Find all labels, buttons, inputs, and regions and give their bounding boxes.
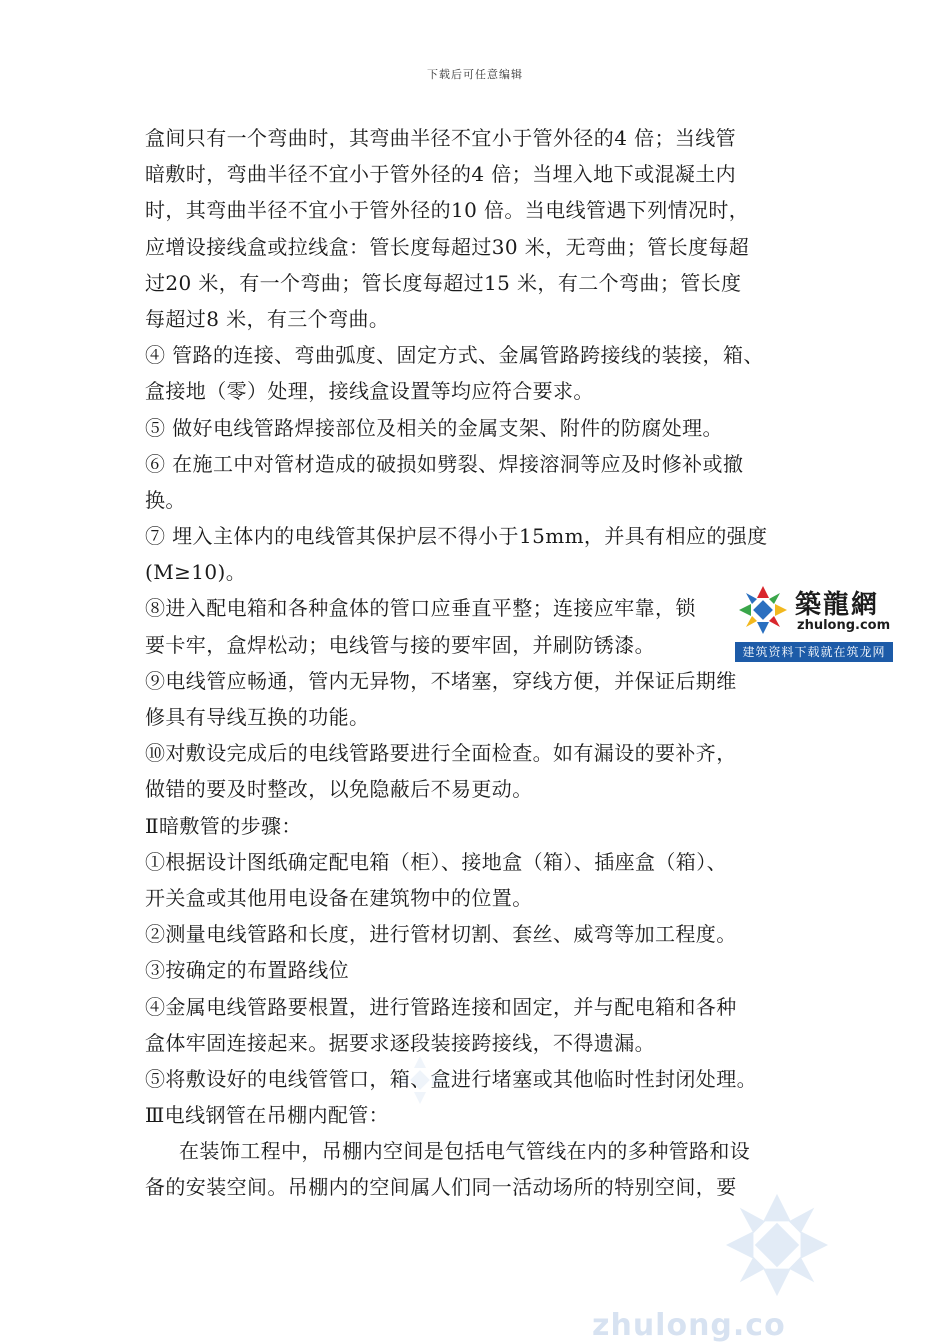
body-line: 暗敷时，弯曲半径不宜小于管外径的4 倍；当埋入地下或混凝土内 [145, 162, 737, 187]
list-item-10: ⑩对敷设完成后的电线管路要进行全面检查。如有漏设的要补齐， [145, 741, 737, 766]
body-line: 开关盒或其他用电设备在建筑物中的位置。 [145, 885, 533, 910]
badge-domain: zhulong.com [797, 618, 891, 633]
body-line: 盒间只有一个弯曲时，其弯曲半径不宜小于管外径的4 倍；当线管 [145, 126, 737, 150]
list-item-6: ⑥ 在施工中对管材造成的破损如劈裂、焊接溶洞等应及时修补或撤 [145, 451, 744, 476]
body-line: 修具有导线互换的功能。 [145, 705, 370, 729]
body-line: 备的安装空间。吊棚内的空间属人们同一活动场所的特别空间，要 [145, 1175, 737, 1200]
watermark-logo-icon [722, 1190, 832, 1300]
body-line: 每超过8 米，有三个弯曲。 [145, 306, 390, 331]
list-item-8: ⑧进入配电箱和各种盒体的管口应垂直平整；连接应牢靠，锁 [145, 596, 696, 621]
header-note: 下载后可任意编辑 [427, 68, 523, 81]
step-2: ②测量电线管路和长度，进行管材切割、套丝、威弯等加工程度。 [145, 922, 737, 947]
body-line: 盒接地（零）处理，接线盒设置等均应符合要求。 [145, 379, 594, 404]
section-heading-2: Ⅱ暗敷管的步骤： [145, 813, 302, 838]
body-line: 换。 [145, 487, 186, 512]
paragraph-start: 在装饰工程中，吊棚内空间是包括电气管线在内的多种管路和设 [179, 1139, 751, 1164]
step-4: ④金属电线管路要根置，进行管路连接和固定，并与配电箱和各种 [145, 994, 737, 1019]
step-5: ⑤将敷设好的电线管管口，箱、盒进行堵塞或其他临时性封闭处理。 [145, 1066, 757, 1091]
body-line: 过20 米，有一个弯曲；管长度每超过15 米，有二个弯曲；管长度 [145, 270, 742, 295]
body-line: 盒体牢固连接起来。据要求逐段装接跨接线，不得遗漏。 [145, 1030, 655, 1055]
body-line: 要卡牢，盒焊松动；电线管与接的要牢固，并刷防锈漆。 [145, 632, 655, 657]
list-item-7: ⑦ 埋入主体内的电线管其保护层不得小于15mm，并具有相应的强度 [145, 524, 768, 549]
faint-logo-icon [392, 1052, 448, 1108]
watermark-text: zhulong.co [592, 1308, 786, 1343]
step-3: ③按确定的布置路线位 [145, 958, 349, 983]
body-line: (M≥10)。 [145, 560, 247, 585]
body-line: 应增设接线盒或拉线盒：管长度每超过30 米，无弯曲；管长度每超 [145, 234, 750, 259]
zhulong-badge[interactable] [735, 582, 893, 662]
badge-brand-name: 築龍網 [795, 590, 880, 620]
badge-slogan: 建筑资料下载就在筑龙网 [735, 642, 893, 662]
document-body [145, 120, 825, 1206]
step-1: ①根据设计图纸确定配电箱（柜）、接地盒（箱）、插座盒（箱）、 [145, 849, 727, 874]
zhulong-logo-icon [735, 582, 791, 638]
list-item-5: ⑤ 做好电线管路焊接部位及相关的金属支架、附件的防腐处理。 [145, 415, 723, 440]
list-item-4: ④ 管路的连接、弯曲弧度、固定方式、金属管路跨接线的装接，箱、 [145, 343, 764, 368]
body-line: 做错的要及时整改，以免隐蔽后不易更动。 [145, 777, 533, 802]
list-item-9: ⑨电线管应畅通，管内无异物，不堵塞，穿线方便，并保证后期维 [145, 668, 737, 693]
section-heading-3: Ⅲ电线钢管在吊棚内配管： [145, 1103, 390, 1128]
body-line: 时，其弯曲半径不宜小于管外径的10 倍。当电线管遇下列情况时， [145, 198, 750, 223]
